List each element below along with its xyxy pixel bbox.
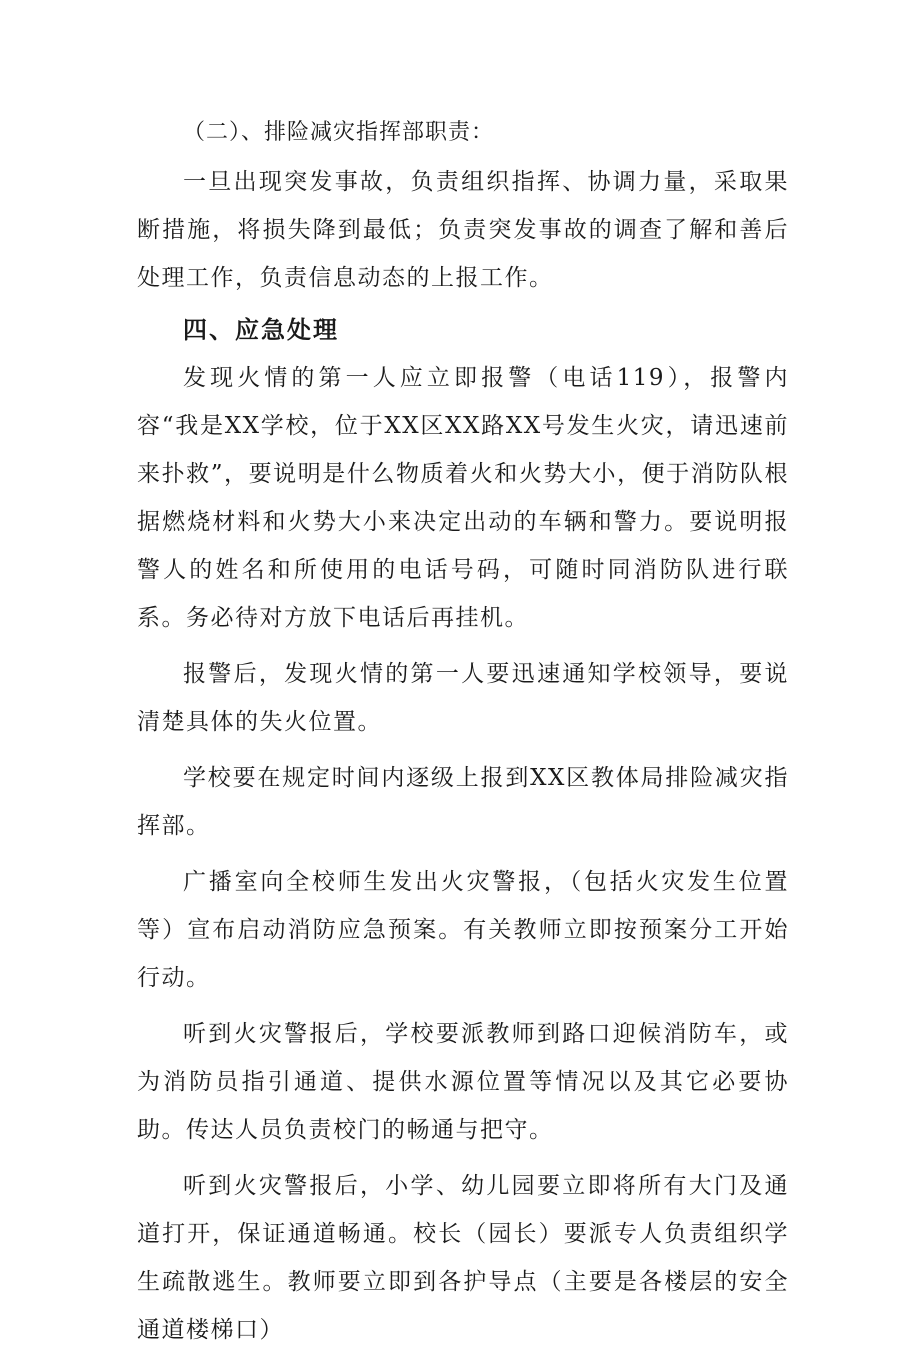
paragraph-report-fire: 发现火情的第一人应立即报警（电话119），报警内容“我是XX学校，位于XX区XX路XX号发生火灾，请迅速前来扑救”，要说明是什么物质着火和火势大小，便于消防队根据燃烧材料和火势大小来决定出动的车辆和警力。要说明报警人的姓名和所使用的电话号码，可随时同消防队进行联系。务必待对方放下电话后再挂机。 — [137, 365, 789, 631]
paragraph-report-upward: 学校要在规定时间内逐级上报到XX区教体局排险减灾指挥部。 — [137, 765, 789, 839]
paragraph-guide-firefighters: 听到火灾警报后，学校要派教师到路口迎候消防车，或为消防员指引通道、提供水源位置等情况以及其它必要协助。传达人员负责校门的畅通与把守。 — [137, 1021, 789, 1143]
subsection-title: （二）、排险减灾指挥部职责： — [183, 120, 495, 145]
document-body — [137, 112, 789, 1354]
paragraph-notify-leaders: 报警后，发现火情的第一人要迅速通知学校领导，要说清楚具体的失火位置。 — [137, 661, 789, 735]
paragraph-broadcast-alarm: 广播室向全校师生发出火灾警报，（包括火灾发生位置等）宣布启动消防应急预案。有关教师立即按预案分工开始行动。 — [137, 869, 789, 991]
paragraph-command-duties: 一旦出现突发事故，负责组织指挥、协调力量，采取果断措施，将损失降到最低；负责突发事故的调查了解和善后处理工作，负责信息动态的上报工作。 — [137, 169, 789, 291]
section-heading-emergency: 四、应急处理 — [183, 316, 339, 344]
paragraph-evacuation: 听到火灾警报后，小学、幼儿园要立即将所有大门及通道打开，保证通道畅通。校长（园长）要派专人负责组织学生疏散逃生。教师要立即到各护导点（主要是各楼层的安全通道楼梯口） — [137, 1173, 789, 1343]
